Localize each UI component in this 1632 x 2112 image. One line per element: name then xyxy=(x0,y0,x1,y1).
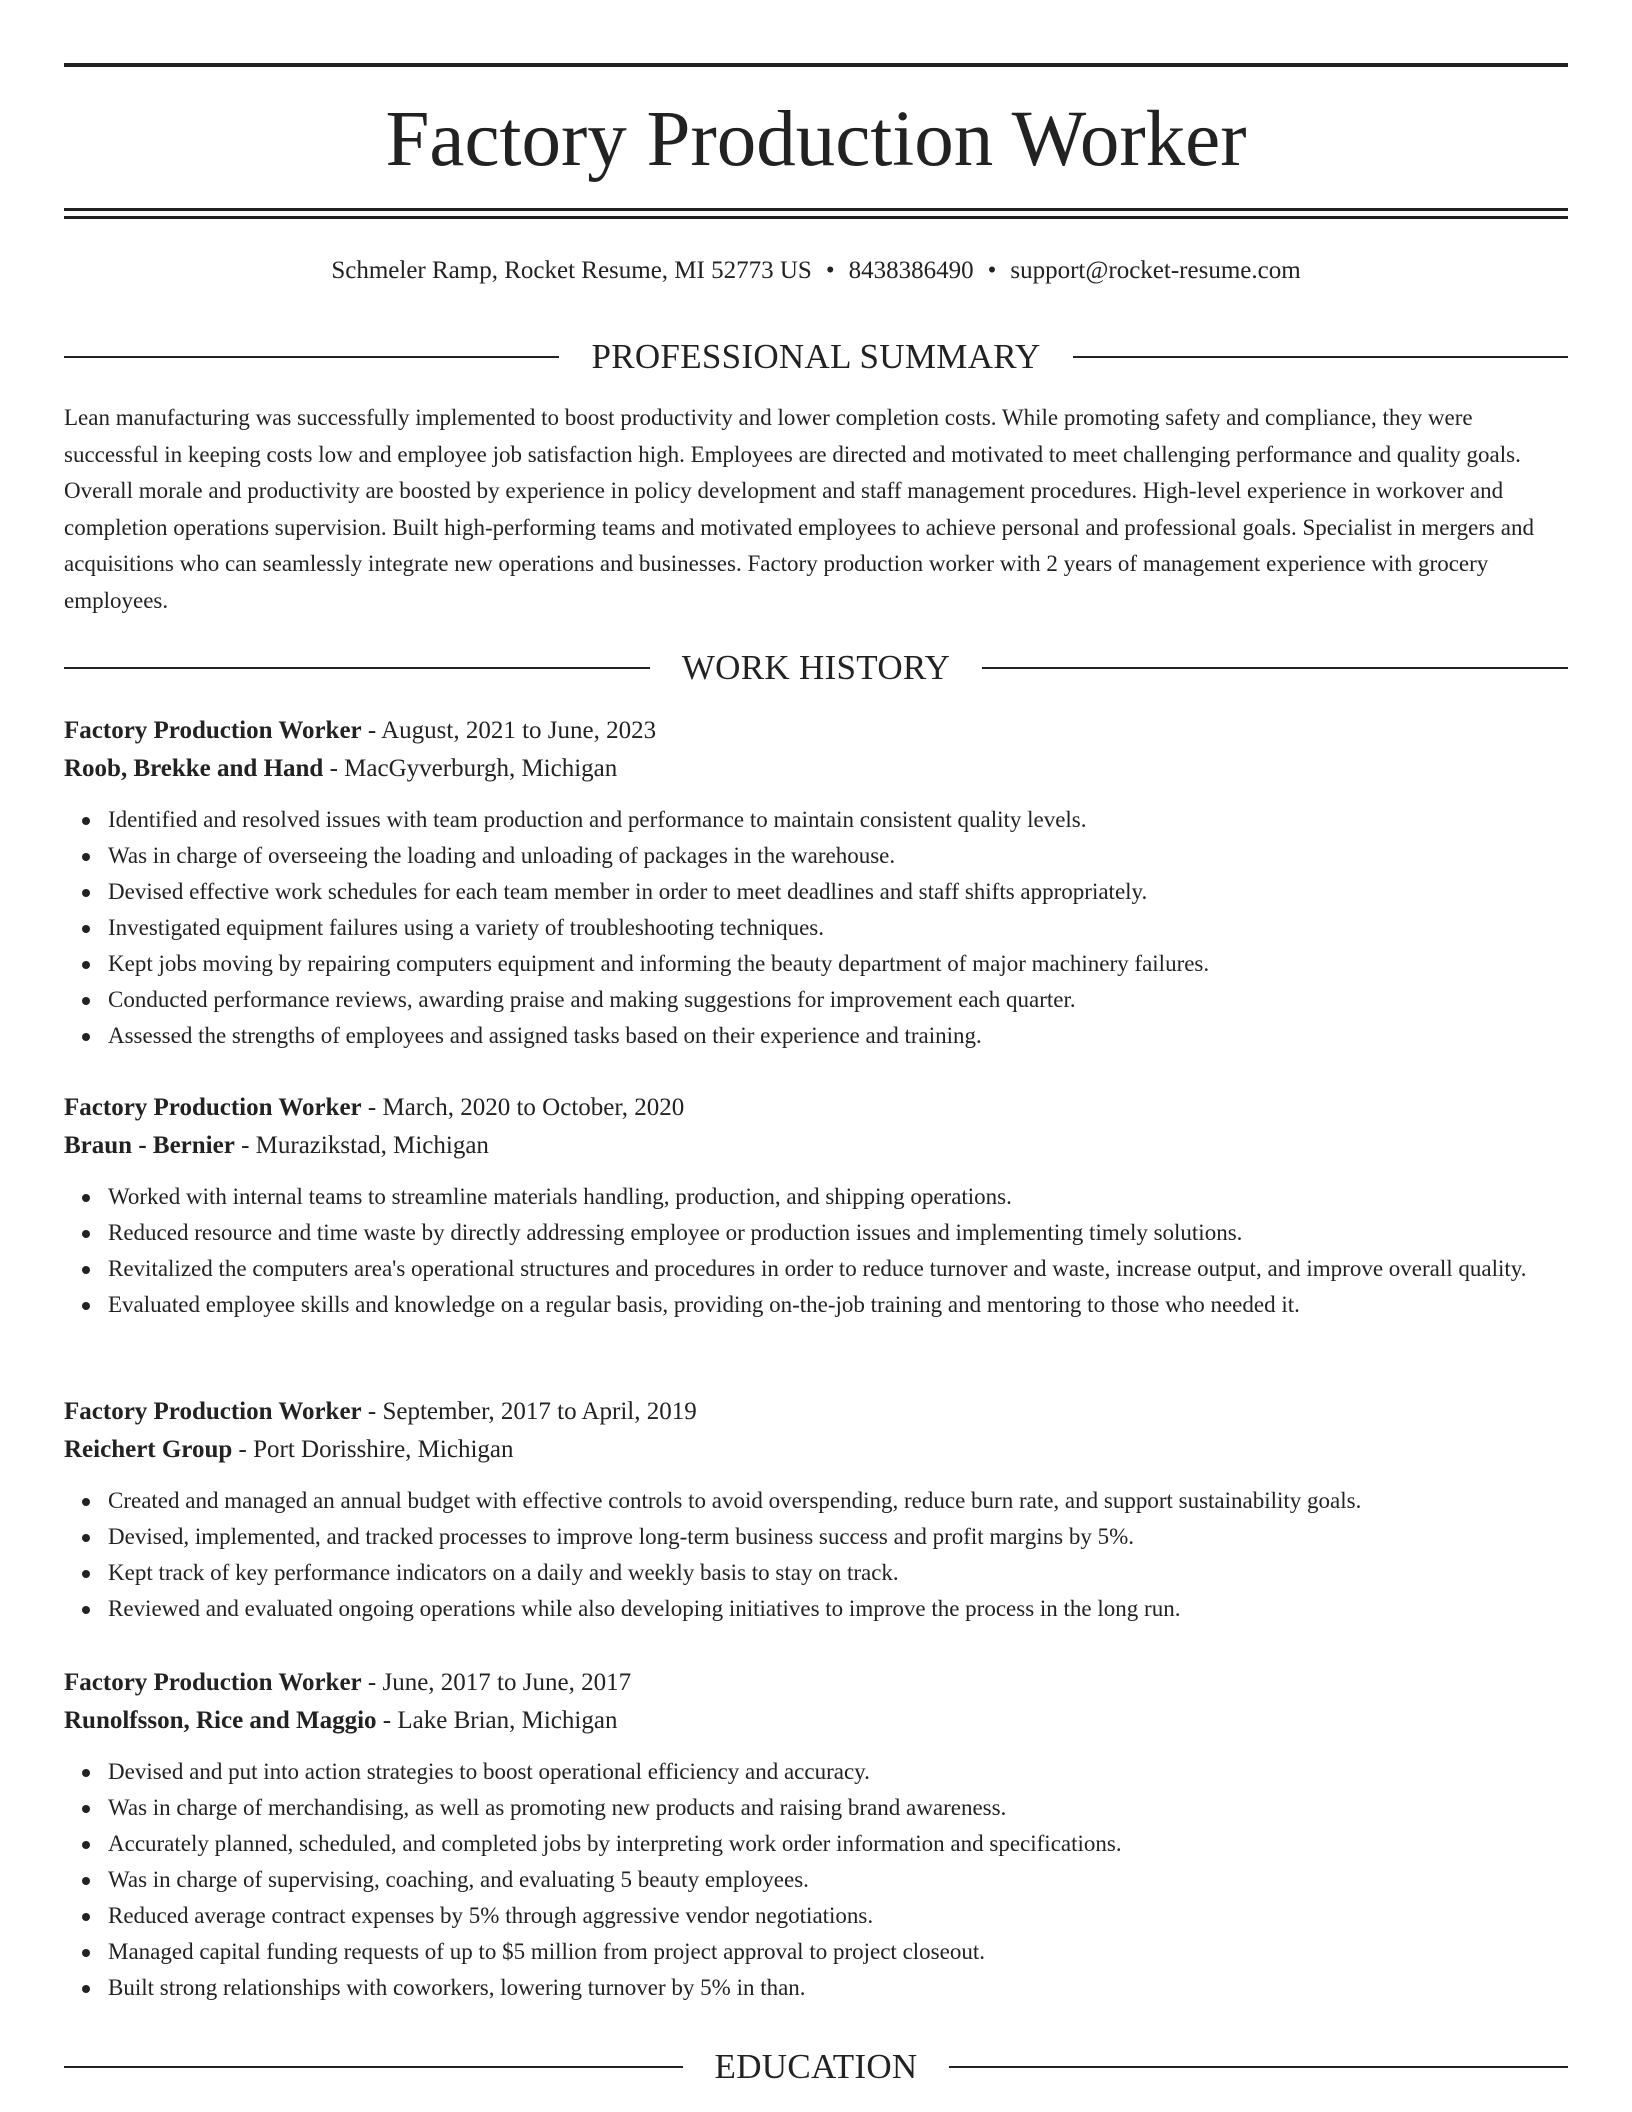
bullet-text: Devised and put into action strategies to boost operational efficiency and accuracy. xyxy=(108,1759,870,1784)
list-item xyxy=(64,1179,1568,1215)
list-item xyxy=(64,1251,1568,1287)
professional-summary-text: Lean manufacturing was successfully implemented to boost productivity and lower completion costs. While promoting safety and compliance, they were successful in keeping costs low and employee job satisfaction high. Employees are directed and motivated to meet challenging performance and quality goals. Overall morale and productivity are boosted by experience in policy development and staff management procedures. High-level experience in workover and completion operations supervision. Built high-performing teams and motivated employees to achieve personal and professional goals. Specialist in mergers and acquisitions who can seamlessly integrate new operations and businesses. Factory production worker with 2 years of management experience with grocery employees. xyxy=(64,405,1534,613)
job-location: Murazikstad, Michigan xyxy=(255,1132,489,1159)
bullet-text: Reviewed and evaluated ongoing operations while also developing initiatives to improve the process in the long run. xyxy=(108,1596,1181,1621)
bullet-icon xyxy=(82,1985,90,1993)
job-company: Reichert Group xyxy=(64,1436,233,1463)
job-bullet-list xyxy=(64,1483,1568,1627)
bullet-icon xyxy=(82,1194,90,1202)
bullet-icon xyxy=(82,1805,90,1813)
list-item xyxy=(64,1555,1568,1591)
header-top-rule xyxy=(64,63,1568,67)
job-entry xyxy=(64,1089,1568,1323)
bullet-text: Was in charge of merchandising, as well as promoting new products and raising brand awareness. xyxy=(108,1795,1007,1820)
bullet-icon xyxy=(82,1498,90,1506)
bullet-icon xyxy=(82,1841,90,1849)
job-entry xyxy=(64,712,1568,1054)
job-title: Factory Production Worker xyxy=(64,1094,362,1121)
job-entry xyxy=(64,1393,1568,1627)
bullet-text: Accurately planned, scheduled, and completed jobs by interpreting work order information and specifications. xyxy=(108,1831,1122,1856)
list-item xyxy=(64,1934,1568,1970)
bullet-text: Reduced average contract expenses by 5% through aggressive vendor negotiations. xyxy=(108,1903,874,1928)
heading-rule xyxy=(64,667,650,669)
job-bullet-list xyxy=(64,1754,1568,2006)
list-item xyxy=(64,1826,1568,1862)
resume-title: Factory Production Worker xyxy=(385,96,1247,183)
job-dates: March, 2020 to October, 2020 xyxy=(382,1094,685,1121)
contact-line xyxy=(64,254,1568,288)
job-company-line: Braun - Bernier - Murazikstad, Michigan xyxy=(64,1132,489,1159)
work-history-heading-text: WORK HISTORY xyxy=(681,648,951,687)
bullet-icon xyxy=(82,817,90,825)
bullet-icon xyxy=(82,1877,90,1885)
bullet-text: Assessed the strengths of employees and assigned tasks based on their experience and training. xyxy=(108,1023,982,1048)
bullet-icon xyxy=(82,925,90,933)
bullet-icon xyxy=(82,961,90,969)
bullet-text: Reduced resource and time waste by directly addressing employee or production issues and implementing timely solutions. xyxy=(108,1220,1243,1245)
bullet-text: Identified and resolved issues with team production and performance to maintain consistent quality levels. xyxy=(108,807,1087,832)
bullet-icon xyxy=(82,1534,90,1542)
heading-rule xyxy=(949,2066,1568,2068)
list-item xyxy=(64,1754,1568,1790)
work-history-section-heading xyxy=(64,646,1568,690)
job-title-line: Factory Production Worker - August, 2021 to June, 2023 xyxy=(64,717,657,744)
summary-section-heading xyxy=(64,335,1568,379)
bullet-icon xyxy=(82,1266,90,1274)
bullet-text: Was in charge of overseeing the loading and unloading of packages in the warehouse. xyxy=(108,843,896,868)
list-item xyxy=(64,1287,1568,1323)
heading-rule xyxy=(64,2066,683,2068)
job-company-line: Roob, Brekke and Hand - MacGyverburgh, Michigan xyxy=(64,755,618,782)
bullet-icon xyxy=(82,1913,90,1921)
job-bullet-list xyxy=(64,1179,1568,1323)
bullet-text: Devised effective work schedules for each team member in order to meet deadlines and staff shifts appropriately. xyxy=(108,879,1148,904)
job-bullet-list xyxy=(64,802,1568,1054)
contact-email: support@rocket-resume.com xyxy=(1010,257,1301,284)
bullet-text: Was in charge of supervising, coaching, and evaluating 5 beauty employees. xyxy=(108,1867,809,1892)
bullet-text: Revitalized the computers area's operational structures and procedures in order to reduce turnover and waste, increase output, and improve overall quality. xyxy=(108,1256,1527,1281)
bullet-text: Investigated equipment failures using a variety of troubleshooting techniques. xyxy=(108,915,825,940)
bullet-icon xyxy=(82,889,90,897)
education-section-heading xyxy=(64,2045,1568,2089)
heading-rule xyxy=(64,356,559,358)
list-item xyxy=(64,1790,1568,1826)
list-item xyxy=(64,1018,1568,1054)
job-title-line: Factory Production Worker - September, 2017 to April, 2019 xyxy=(64,1398,697,1425)
bullet-text: Kept track of key performance indicators on a daily and weekly basis to stay on track. xyxy=(108,1560,899,1585)
heading-rule xyxy=(1073,356,1568,358)
bullet-icon xyxy=(82,1949,90,1957)
job-company-line: Reichert Group - Port Dorisshire, Michigan xyxy=(64,1436,514,1463)
job-company: Roob, Brekke and Hand xyxy=(64,755,324,782)
list-item xyxy=(64,838,1568,874)
bullet-icon xyxy=(82,1769,90,1777)
education-heading-text: EDUCATION xyxy=(714,2047,918,2086)
summary-heading-text: PROFESSIONAL SUMMARY xyxy=(591,337,1041,376)
job-dates: June, 2017 to June, 2017 xyxy=(382,1669,632,1696)
list-item xyxy=(64,1215,1568,1251)
list-item xyxy=(64,1970,1568,2006)
job-entry xyxy=(64,1664,1568,2006)
list-item xyxy=(64,982,1568,1018)
job-dates: September, 2017 to April, 2019 xyxy=(382,1398,697,1425)
bullet-text: Conducted performance reviews, awarding praise and making suggestions for improvement each quarter. xyxy=(108,987,1076,1012)
list-item xyxy=(64,1591,1568,1627)
bullet-icon xyxy=(82,1230,90,1238)
header-double-rule xyxy=(64,208,1568,219)
job-company: Runolfsson, Rice and Maggio xyxy=(64,1707,377,1734)
job-title: Factory Production Worker xyxy=(64,717,362,744)
list-item xyxy=(64,1483,1568,1519)
contact-separator: • xyxy=(825,257,835,284)
contact-address: Schmeler Ramp, Rocket Resume, MI 52773 US xyxy=(331,257,812,284)
list-item xyxy=(64,1519,1568,1555)
job-location: MacGyverburgh, Michigan xyxy=(344,755,618,782)
job-title: Factory Production Worker xyxy=(64,1398,362,1425)
bullet-text: Devised, implemented, and tracked processes to improve long-term business success and profit margins by 5%. xyxy=(108,1524,1135,1549)
job-dates: August, 2021 to June, 2023 xyxy=(381,717,657,744)
job-title: Factory Production Worker xyxy=(64,1669,362,1696)
contact-phone: 8438386490 xyxy=(848,257,974,284)
job-company: Braun - Bernier xyxy=(64,1132,235,1159)
list-item xyxy=(64,802,1568,838)
list-item xyxy=(64,946,1568,982)
job-company-line: Runolfsson, Rice and Maggio - Lake Brian, Michigan xyxy=(64,1707,618,1734)
job-title-line: Factory Production Worker - June, 2017 to June, 2017 xyxy=(64,1669,632,1696)
bullet-icon xyxy=(82,1570,90,1578)
list-item xyxy=(64,874,1568,910)
heading-rule xyxy=(982,667,1568,669)
bullet-text: Evaluated employee skills and knowledge on a regular basis, providing on-the-job training and mentoring to those who needed it. xyxy=(108,1292,1300,1317)
job-location: Lake Brian, Michigan xyxy=(397,1707,618,1734)
bullet-text: Built strong relationships with coworkers, lowering turnover by 5% in than. xyxy=(108,1975,806,2000)
job-location: Port Dorisshire, Michigan xyxy=(253,1436,514,1463)
bullet-text: Managed capital funding requests of up to $5 million from project approval to project closeout. xyxy=(108,1939,985,1964)
bullet-icon xyxy=(82,1606,90,1614)
list-item xyxy=(64,1898,1568,1934)
bullet-icon xyxy=(82,1033,90,1041)
bullet-text: Worked with internal teams to streamline materials handling, production, and shipping operations. xyxy=(108,1184,1012,1209)
list-item xyxy=(64,910,1568,946)
list-item xyxy=(64,1862,1568,1898)
contact-separator: • xyxy=(987,257,997,284)
bullet-text: Kept jobs moving by repairing computers equipment and informing the beauty department of major machinery failures. xyxy=(108,951,1210,976)
bullet-text: Created and managed an annual budget with effective controls to avoid overspending, reduce burn rate, and support sustainability goals. xyxy=(108,1488,1362,1513)
bullet-icon xyxy=(82,997,90,1005)
bullet-icon xyxy=(82,1302,90,1310)
bullet-icon xyxy=(82,853,90,861)
job-title-line: Factory Production Worker - March, 2020 to October, 2020 xyxy=(64,1094,685,1121)
